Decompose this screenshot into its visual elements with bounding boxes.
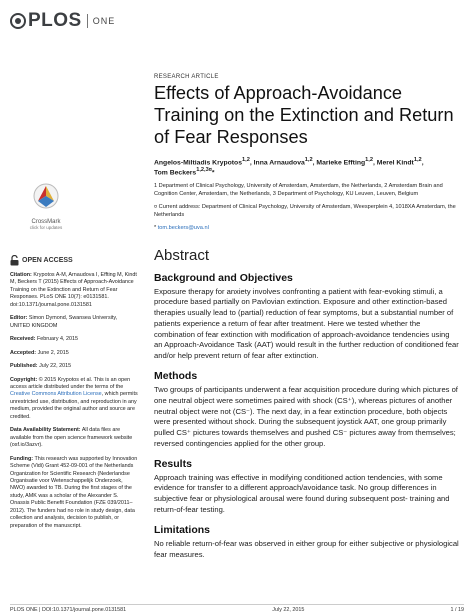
page-footer	[10, 604, 464, 613]
license-link[interactable]: Creative Commons Attribution License	[10, 391, 102, 398]
logo-divider	[87, 14, 88, 28]
article-main	[154, 74, 459, 560]
open-lock-icon	[10, 255, 19, 266]
section-heading: Background and Objectives	[154, 271, 293, 284]
author-comma: ,	[421, 158, 424, 166]
copyright-block: Copyright: © 2015 Krypotos et al. This is an open access article distributed under the terms of the Creative Commons Attribution License, which permits unrestricted use, distribution, and reproduction in any medium, provided the original author and source are credited.	[10, 376, 138, 420]
section-heading: Results	[154, 457, 192, 470]
crossmark-icon	[33, 183, 59, 213]
author-sup: 1,2,3¤	[196, 166, 212, 173]
footer-doi: PLOS ONE | DOI:10.1371/journal.pone.0131581	[10, 607, 127, 613]
author-beckers[interactable]: Tom Beckers	[154, 169, 197, 177]
section-heading: Limitations	[154, 523, 211, 536]
crossmark-subtext: click for updates	[29, 225, 63, 230]
accepted-block: Accepted: June 2, 2015	[10, 349, 69, 356]
author-sup: 1,2	[242, 156, 250, 163]
article-info-sidebar	[10, 255, 138, 536]
author-sup: 1,2	[413, 156, 422, 163]
logo-journal: ONE	[92, 16, 116, 26]
author-list	[154, 157, 459, 178]
open-access-label: OPEN ACCESS	[22, 256, 73, 264]
open-access-badge	[10, 255, 138, 266]
corresponding-star: *	[154, 224, 157, 231]
crossmark-badge[interactable]	[26, 183, 66, 230]
author-sup: 1,2	[304, 156, 313, 163]
abstract-heading: Abstract	[154, 246, 210, 264]
data-availability-block: Data Availability Statement: All data files are available from the open science framework website (osf.io/3azvr).	[10, 427, 133, 449]
section-text: No reliable return-of-fear was observed in either group for either subjective or physiological fear measures.	[154, 538, 459, 559]
received-block: Received: February 4, 2015	[10, 336, 79, 343]
author-arnaudova[interactable]: , Inna Arnaudova	[249, 158, 305, 166]
plos-one-logo[interactable]	[10, 10, 115, 32]
crossmark-label: CrossMark	[31, 219, 61, 225]
section-heading: Methods	[154, 370, 198, 383]
author-sup: 1,2	[365, 156, 374, 163]
email-link[interactable]: tom.beckers@uva.nl	[157, 224, 209, 231]
article-type: RESEARCH ARTICLE	[154, 74, 219, 80]
corresponding-star: *	[211, 169, 215, 177]
correspondence	[154, 225, 459, 233]
section-text: Two groups of participants underwent a fear acquisition procedure during which pictures of one neutral object were sometimes paired with shock (CS⁺), whereas pictures of another neutral object were not (CS⁻). The next day, in a fear extinction procedure, both objects were presented without shock. During the subsequent joystick AAT, one group primarily pulled CS⁺ pictures towards themselves and pushed CS⁻ pictures away from themselves; reversed contingencies applied for the other group.	[154, 385, 458, 448]
author-kindt[interactable]: , Merel Kindt	[373, 158, 414, 166]
citation-block: Citation: Krypotos A-M, Arnaudova I, Effting M, Kindt M, Beckers T (2015) Effects of Approach-Avoidance Training on the Extinction and Return of Fear Responses. PLoS ONE 10(7): e0131581. doi:10.1371/journal.pone.0131581	[10, 272, 137, 308]
published-block: Published: July 22, 2015	[10, 363, 72, 370]
current-address: ¤ Current address: Department of Clinical Psychology, University of Amsterdam, Weesperplein 4, 1018XA Amsterdam, the Netherlands	[154, 204, 456, 218]
funding-block: Funding: This research was supported by Innovation Scheme (Vidi) Grant 452-09-001 of the Netherlands Organization for Scientific Research (Nederlandse Organisatie voor Wetenschappelijk Onderzoek, NWO) awarded to TB. During the first stages of the study, AMK was a scholar of the Alexander S. Onassis Public Benefit Foundation (FZE 039/2011–2012). The funders had no role in study design, data collection and analysis, decision to publish, or preparation of the manuscript.	[10, 455, 138, 529]
affiliations: 1 Department of Clinical Psychology, University of Amsterdam, Amsterdam, the Netherlands, 2 Amsterdam Brain and Cognition Center, Amsterdam, the Netherlands, 3 Department of Psychology, KU Leuven, Leuven, Belgium	[154, 183, 443, 198]
logo-brand: PLOS	[28, 10, 82, 31]
editor-block: Editor: Simon Dymond, Swansea University, UNITED KINGDOM	[10, 315, 118, 329]
author-krypotos[interactable]: Angelos-Miltiadis Krypotos	[154, 158, 242, 166]
author-effting[interactable]: , Marieke Effting	[312, 158, 366, 166]
plos-logo-icon	[10, 13, 26, 29]
footer-page: 1 / 19	[450, 607, 464, 613]
section-text: Exposure therapy for anxiety involves confronting a patient with fear-evoking stimuli, a procedure based partially on Pavlovian extinction. Exposure and other extinction-based therapies usually lead to (partial) reduction of fear symptoms, but a substantial number of patients experience a return of fear after treatment. Here we tested whether the combination of fear extinction with modification of approach-avoidance tendencies using an Approach-Avoidance Task (AAT) would result in the further reduction of conditioned fear and/or help prevent return of fear after extinction.	[154, 286, 459, 361]
article-title: Effects of Approach-Avoidance Training on the Extinction and Return of Fear Responses	[154, 83, 454, 147]
footer-date: July 22, 2015	[272, 607, 305, 613]
section-text: Approach training was effective in modifying conditioned action tendencies, with some evidence for transfer to a different approach/avoidance task. No group differences in subjective fear or physiological arousal were found during subsequent post- training and return-of-fear testing.	[154, 472, 450, 515]
